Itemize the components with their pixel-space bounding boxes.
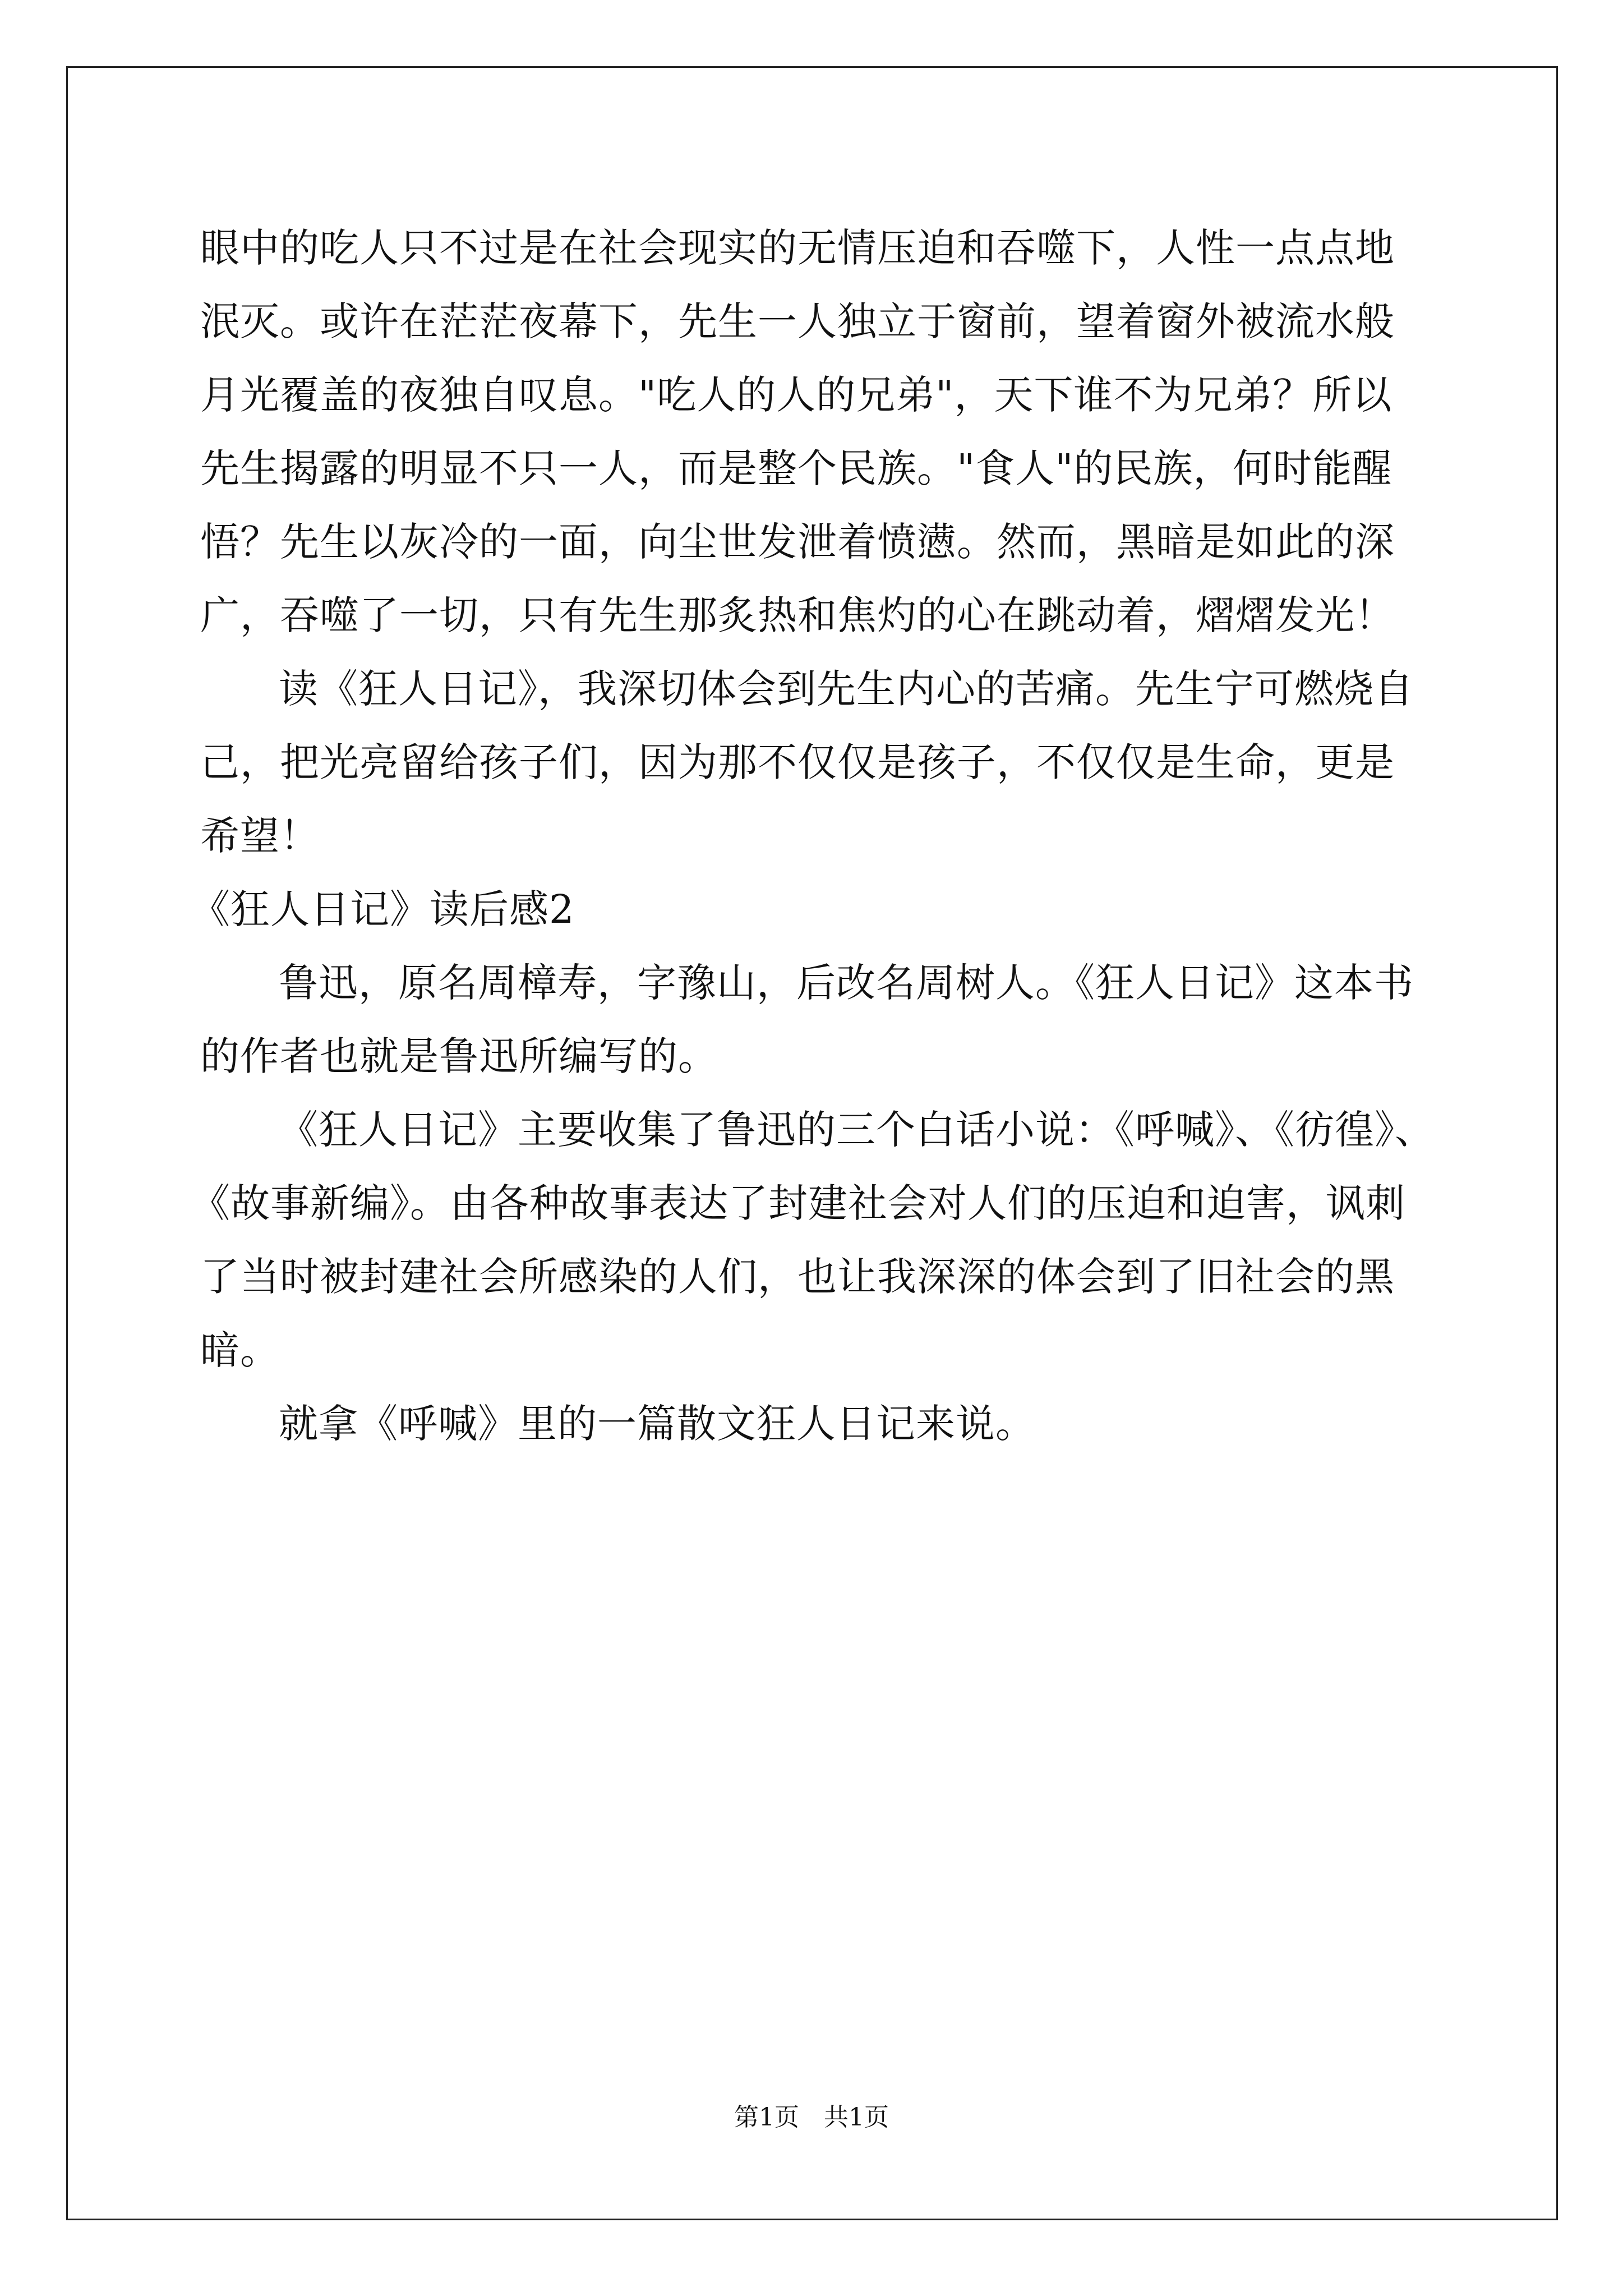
paragraph-5-line-1: 就拿《呼喊》里的一篇散文狂人日记来说。 <box>279 1401 1035 1447</box>
paragraph-1-line-6: 广，吞噬了一切，只有先生那炙热和焦灼的心在跳动着，熠熠发光！ <box>200 592 1395 638</box>
page-footer: 第1页 共1页 <box>734 2103 889 2132</box>
paragraph-2-line-1: 读《狂人日记》，我深切体会到先生内心的苦痛。先生宁可燃烧自 <box>279 666 1414 712</box>
paragraph-3-line-2: 的作者也就是鲁迅所编写的。 <box>200 1033 718 1079</box>
paragraph-1-line-3: 月光覆盖的夜独自叹息。"吃人的人的兄弟"，天下谁不为兄弟？所以 <box>200 372 1393 418</box>
paragraph-1-line-4: 先生揭露的明显不只一人，而是整个民族。"食人"的民族，何时能醒 <box>200 445 1393 491</box>
paragraph-2-line-2: 己，把光亮留给孩子们，因为那不仅仅是孩子，不仅仅是生命，更是 <box>200 739 1395 785</box>
paragraph-4-line-1: 《狂人日记》主要收集了鲁迅的三个白话小说：《呼喊》、《彷徨》、 <box>279 1107 1435 1153</box>
paragraph-3-line-1: 鲁迅，原名周樟寿，字豫山，后改名周树人。《狂人日记》这本书 <box>279 960 1414 1006</box>
paragraph-1-line-5: 悟？先生以灰冷的一面，向尘世发泄着愤懑。然而，黑暗是如此的深 <box>200 519 1395 565</box>
paragraph-4-line-3: 了当时被封建社会所感染的人们，也让我深深的体会到了旧社会的黑 <box>200 1254 1395 1300</box>
paragraph-1-line-1: 眼中的吃人只不过是在社会现实的无情压迫和吞噬下，人性一点点地 <box>200 225 1395 271</box>
paragraph-4-line-4: 暗。 <box>200 1327 280 1373</box>
section-heading: 《狂人日记》读后感2 <box>191 886 575 932</box>
paragraph-1-line-2: 泯灭。或许在茫茫夜幕下，先生一人独立于窗前，望着窗外被流水般 <box>200 298 1395 344</box>
paragraph-4-line-2: 《故事新编》。由各种故事表达了封建社会对人们的压迫和迫害，讽刺 <box>191 1180 1405 1226</box>
paragraph-2-line-3: 希望！ <box>200 813 320 859</box>
